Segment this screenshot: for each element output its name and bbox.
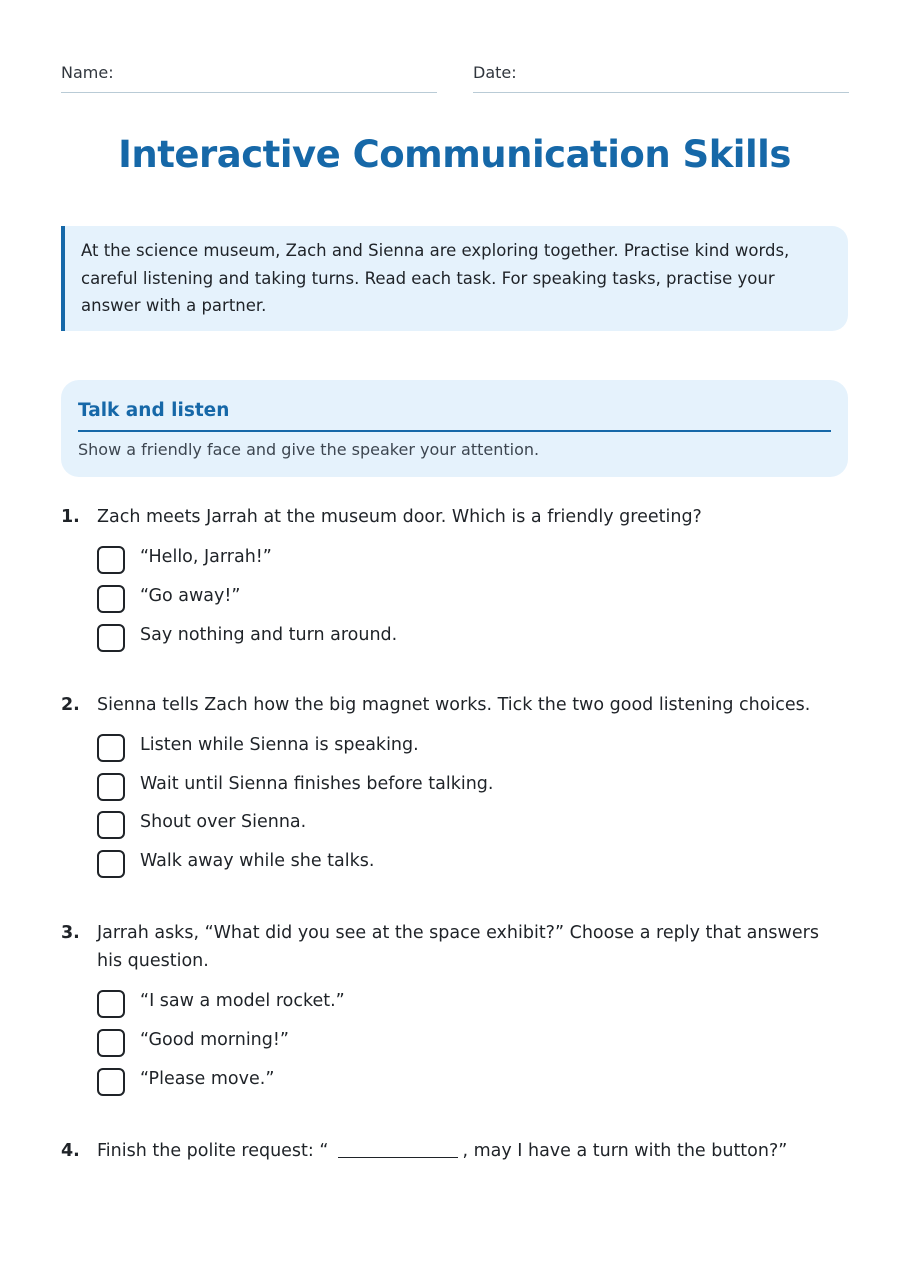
option-label: “Hello, Jarrah!” [140,547,272,567]
header-fields [61,62,849,92]
name-field[interactable] [61,62,437,93]
checkbox[interactable] [97,734,125,762]
checkbox[interactable] [97,585,125,613]
checkbox[interactable] [97,624,125,652]
question-number: 3. [61,923,80,943]
option-label: “I saw a model rocket.” [140,991,345,1011]
option-label: “Go away!” [140,586,241,606]
question-text: Jarrah asks, “What did you see at the space exhibit?” Choose a reply that answers his question. [97,923,819,971]
date-label: Date: [473,63,517,82]
option-label: “Good morning!” [140,1030,289,1050]
option-label: Wait until Sienna finishes before talking. [140,774,494,794]
checkbox[interactable] [97,546,125,574]
section-title: Talk and listen [78,398,831,432]
question-text-before: Finish the polite request: “ [97,1141,329,1161]
checkbox[interactable] [97,811,125,839]
option-label: Shout over Sienna. [140,812,307,832]
option-label: “Please move.” [140,1069,275,1089]
date-field[interactable] [473,62,849,93]
question-number: 4. [61,1141,80,1161]
checkbox[interactable] [97,990,125,1018]
section-header [61,380,848,477]
question-text: Zach meets Jarrah at the museum door. Which is a friendly greeting? [97,507,702,527]
option-label: Walk away while she talks. [140,851,375,871]
question-number: 1. [61,507,80,527]
question-text: Sienna tells Zach how the big magnet works. Tick the two good listening choices. [97,695,811,715]
checkbox[interactable] [97,773,125,801]
option-label: Listen while Sienna is speaking. [140,735,419,755]
checkbox[interactable] [97,1068,125,1096]
section-subtitle: Show a friendly face and give the speaker your attention. [78,440,540,459]
name-label: Name: [61,63,114,82]
checkbox[interactable] [97,850,125,878]
option-label: Say nothing and turn around. [140,625,398,645]
question-text-after: , may I have a turn with the button?” [462,1141,788,1161]
answer-blank[interactable] [338,1139,458,1158]
intro-box: At the science museum, Zach and Sienna are exploring together. Practise kind words, careful listening and taking turns. Read each task. For speaking tasks, practise your answer with a partner. [61,226,848,331]
checkbox[interactable] [97,1029,125,1057]
question-number: 2. [61,695,80,715]
question-text [97,1137,848,1165]
page-title: Interactive Communication Skills [118,133,791,176]
